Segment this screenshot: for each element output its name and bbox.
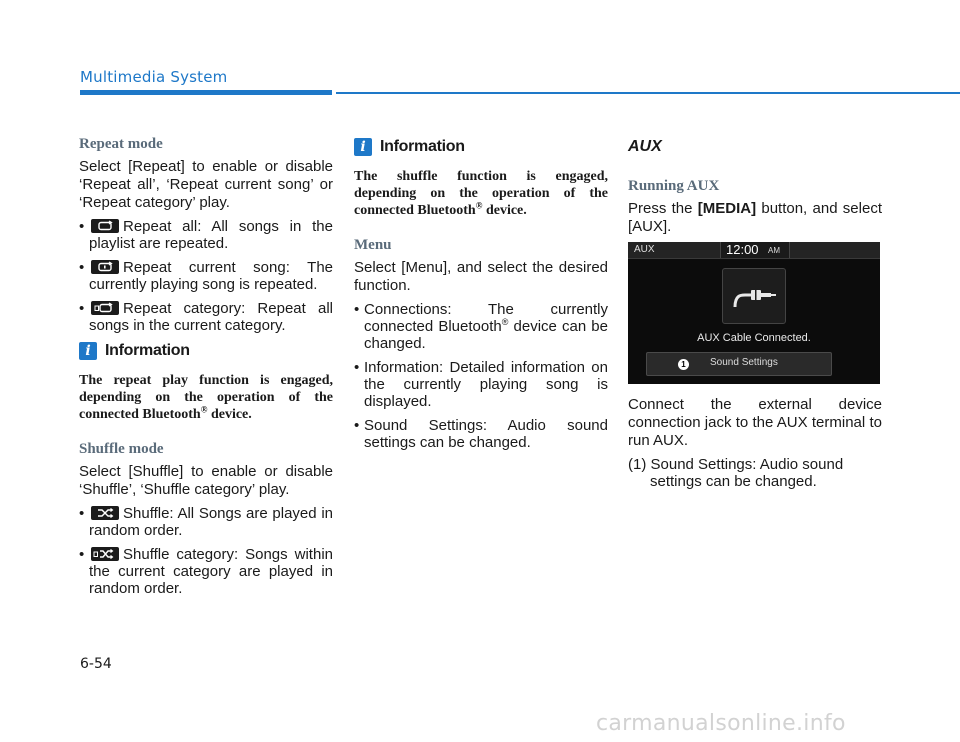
screen-time: 12:00 [726,242,759,257]
screen-callout-number: 1 [678,359,689,370]
shuffle-mode-heading: Shuffle mode [79,441,164,457]
repeat-all-icon [91,219,119,233]
list-item: • Connections: The currently connected Bluetooth® device can be changed. [354,301,608,352]
info-icon: i [354,138,372,156]
header-rule-thick [80,90,332,95]
info-text: The repeat play function is engaged, depending on the operation of the connected Bluetooth® device. [79,373,333,422]
media-button-ref: [MEDIA] [697,200,757,217]
shuffle-category-icon [91,547,119,561]
section-title: Multimedia System [80,68,228,86]
menu-list [354,301,608,451]
list-item: • Sound Settings: Audio sound settings can be changed. [354,417,608,451]
repeat-all-text: Repeat all: All songs in the playlist are repeated. [89,218,333,252]
connect-body: Connect the external device connection jack to the AUX terminal to run AUX. [628,396,882,449]
repeat-one-icon [91,260,119,274]
aux-heading: AUX [628,138,662,155]
column-left [79,134,333,605]
repeat-category-icon [91,301,119,315]
repeat-list [79,218,333,334]
shuffle-category-text: Shuffle category: Songs within the current category are played in random order. [89,546,333,597]
shuffle-icon [91,506,119,520]
list-item [79,505,333,539]
running-aux-heading: Running AUX [628,178,720,194]
list-item [79,300,333,334]
menu-heading: Menu [354,237,392,253]
repeat-category-text: Repeat category: Repeat all songs in the current category. [89,300,333,334]
info-text: The shuffle function is engaged, depending on the operation of the connected Bluetooth® device. [354,169,608,218]
info-header [354,138,608,156]
info-header [79,342,333,360]
info-icon: i [79,342,97,360]
shuffle-mode-body: Select [Shuffle] to enable or disable ‘Shuffle’, ‘Shuffle category’ play. [79,463,333,498]
watermark: carmanualsonline.info [596,711,846,736]
column-right [628,134,882,490]
screen-message: AUX Cable Connected. [697,332,811,344]
repeat-mode-body: Select [Repeat] to enable or disable ‘Repeat all’, ‘Repeat current song’ or ‘Repeat category’ play. [79,158,333,211]
numbered-list [628,456,882,490]
running-aux-body: Press the [MEDIA] button, and select [AUX]. [628,200,882,235]
page-number: 6-54 [80,656,112,672]
shuffle-text: Shuffle: All Songs are played in random order. [89,505,333,539]
info-title: Information [380,138,465,155]
info-title: Information [105,342,190,359]
screen-aux-label: AUX [634,244,655,255]
shuffle-list [79,505,333,597]
aux-screen-image [628,242,880,384]
sound-settings-button-label: Sound Settings [710,357,778,368]
repeat-mode-heading: Repeat mode [79,136,163,152]
header-rule-thin [336,92,960,94]
menu-body: Select [Menu], and select the desired function. [354,259,608,294]
list-item: (1) Sound Settings: Audio sound settings can be changed. [628,456,844,490]
list-item [79,259,333,293]
list-item [79,218,333,252]
repeat-one-text: Repeat current song: The currently playing song is repeated. [89,259,333,293]
column-middle [354,134,608,459]
list-item [79,546,333,597]
screen-ampm: AM [768,246,780,255]
list-item: • Information: Detailed information on the currently playing song is displayed. [354,359,608,410]
aux-cable-icon [722,268,786,324]
